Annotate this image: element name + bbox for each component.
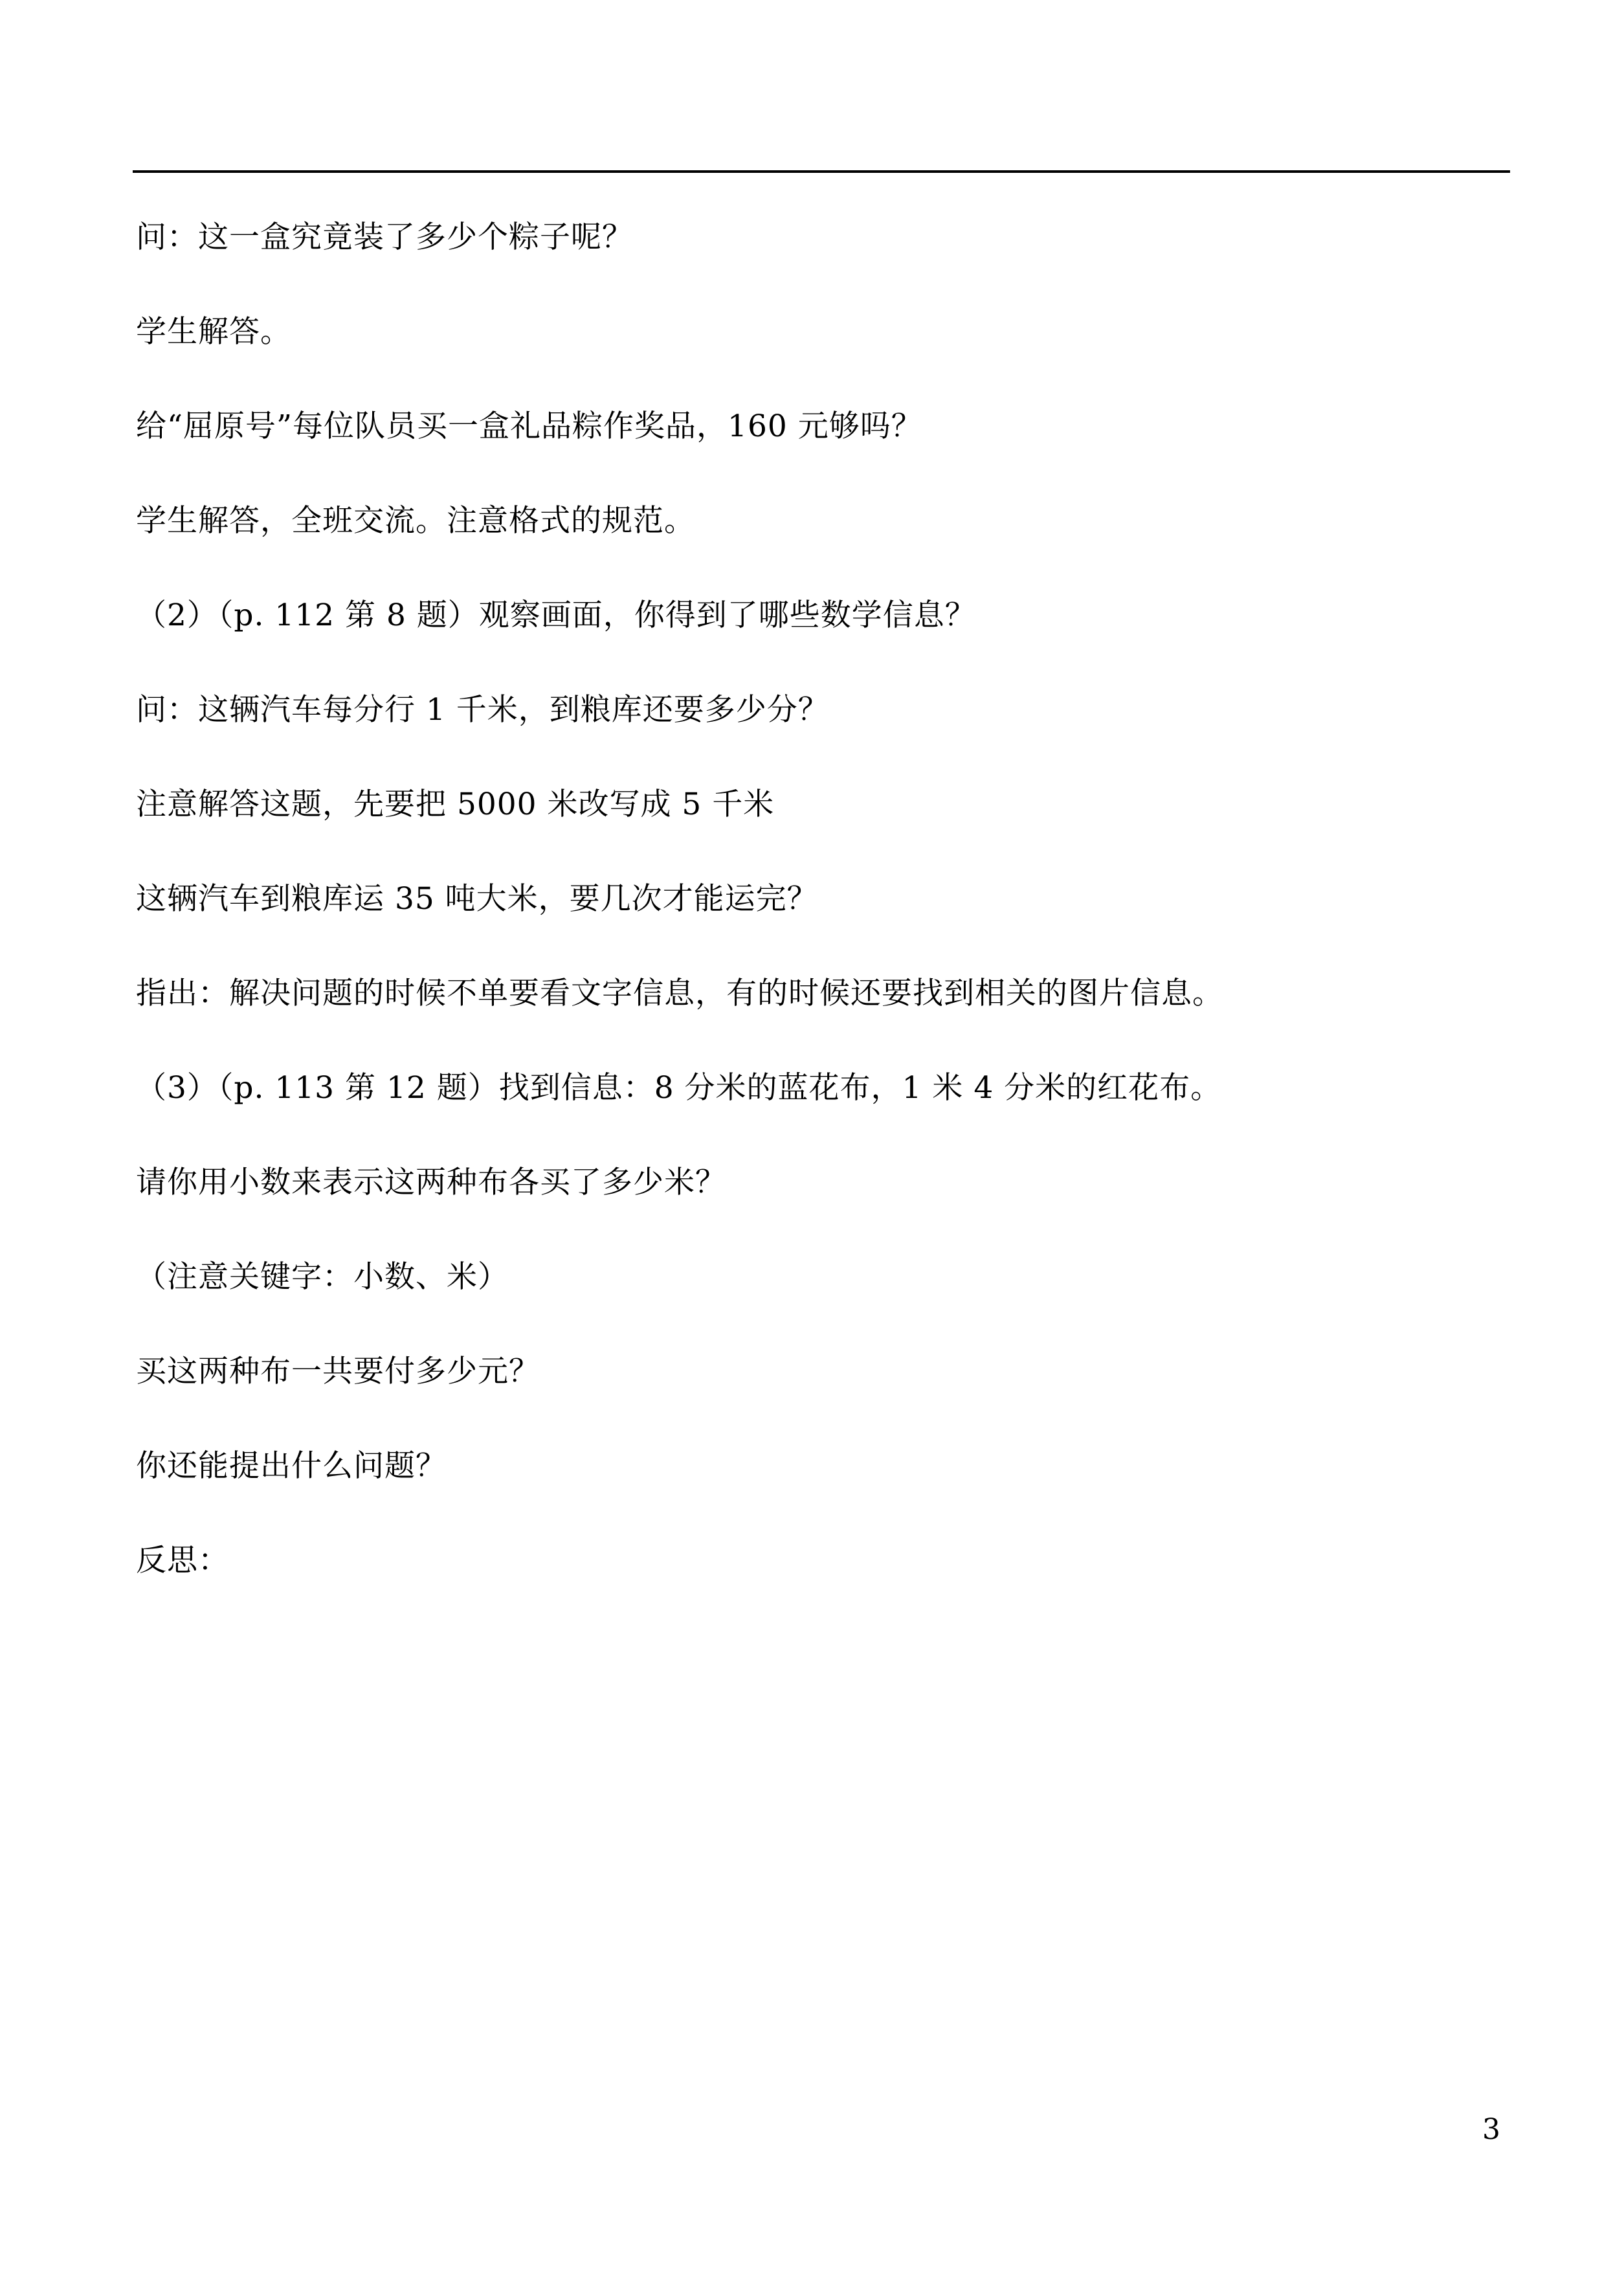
text-line: （2）（p. 112 第 8 题）观察画面，你得到了哪些数学信息？ xyxy=(136,598,976,633)
text-line: 注意解答这题，先要把 5000 米改写成 5 千米 xyxy=(136,787,775,822)
text-line: （注意关键字：小数、米） xyxy=(136,1259,509,1295)
text-line: 买这两种布一共要付多少元？ xyxy=(136,1354,540,1389)
text-line: 请你用小数来表示这两种布各买了多少米？ xyxy=(136,1165,726,1200)
text-line: 反思： xyxy=(136,1543,229,1578)
text-line: 学生解答。 xyxy=(136,314,291,350)
text-line: 给“屈原号”每位队员买一盒礼品粽作奖品，160 元够吗？ xyxy=(136,408,922,444)
text-line: 这辆汽车到粮库运 35 吨大米，要几次才能运完？ xyxy=(136,881,818,917)
text-line: 问：这一盒究竟装了多少个粽子呢？ xyxy=(136,219,633,255)
page-number: 3 xyxy=(1482,2113,1500,2146)
text-line: 指出：解决问题的时候不单要看文字信息，有的时候还要找到相关的图片信息。 xyxy=(136,976,1223,1011)
document-body xyxy=(136,217,1495,1635)
text-line: （3）（p. 113 第 12 题）找到信息：8 分米的蓝花布，1 米 4 分米的红花布。 xyxy=(136,1070,1222,1106)
header-rule xyxy=(133,170,1510,173)
text-line: 问：这辆汽车每分行 1 千米，到粮库还要多少分？ xyxy=(136,692,829,728)
text-line: 你还能提出什么问题？ xyxy=(136,1448,447,1484)
text-line: 学生解答，全班交流。注意格式的规范。 xyxy=(136,503,695,539)
